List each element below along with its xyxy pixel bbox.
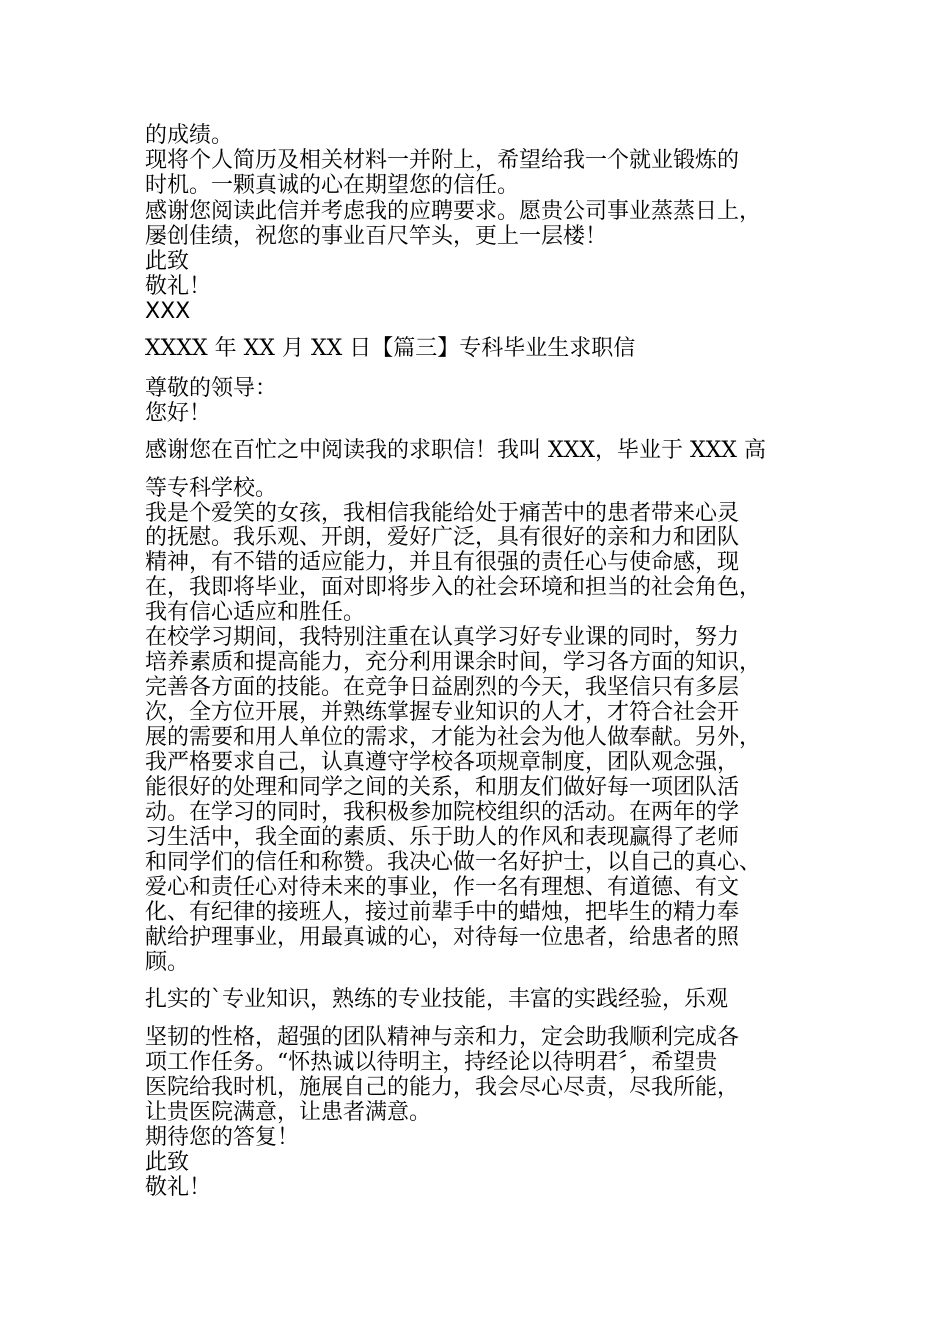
text-line: 和同学们的信任和称赞。我决心做一名好护士，以自己的真心、 xyxy=(145,850,762,875)
text-line: 顾。 xyxy=(145,950,190,975)
text-line: 敬礼！ xyxy=(145,274,212,299)
text-line: 现将个人简历及相关材料一并附上，希望给我一个就业锻炼的 xyxy=(145,148,740,173)
text-line: 爱心和责任心对待未来的事业，作一名有理想、有道德、有文 xyxy=(145,875,740,900)
text-line: 的成绩。 xyxy=(145,123,234,148)
text-line: 次，全方位开展，并熟练掌握专业知识的人才，才符合社会开 xyxy=(145,700,740,725)
text-line: 敬礼！ xyxy=(145,1175,212,1200)
text-line: 屡创佳绩，祝您的事业百尺竿头，更上一层楼！ xyxy=(145,224,608,249)
text-line: 坚韧的性格，超强的团队精神与亲和力，定会助我顺利完成各 xyxy=(145,1025,740,1050)
text-line: 感谢您阅读此信并考虑我的应聘要求。愿贵公司事业蒸蒸日上， xyxy=(145,199,762,224)
text-line: 化、有纪律的接班人，接过前辈手中的蜡烛，把毕生的精力奉 xyxy=(145,900,740,925)
text-line: 展的需要和用人单位的需求，才能为社会为他人做奉献。另外， xyxy=(145,725,762,750)
text-line: 扎实的`专业知识，熟练的专业技能，丰富的实践经验，乐观 xyxy=(145,987,729,1012)
text-line: 习生活中，我全面的素质、乐于助人的作风和表现赢得了老师 xyxy=(145,825,740,850)
text-line: 我严格要求自己，认真遵守学校各项规章制度，团队观念强， xyxy=(145,750,740,775)
text-line: 的抚慰。我乐观、开朗，爱好广泛，具有很好的亲和力和团队 xyxy=(145,525,740,550)
signature-name: XXX xyxy=(145,299,191,324)
text-line: 我是个爱笑的女孩，我相信我能给处于痛苦中的患者带来心灵 xyxy=(145,501,740,526)
text-line: 让贵医院满意，让患者满意。 xyxy=(145,1100,432,1125)
text-line: 能很好的处理和同学之间的关系，和朋友们做好每一项团队活 xyxy=(145,775,740,800)
text-line: 在校学习期间，我特别注重在认真学习好专业课的同时，努力 xyxy=(145,625,740,650)
text-line: 医院给我时机，施展自己的能力，我会尽心尽责，尽我所能， xyxy=(145,1075,740,1100)
text-line: 培养素质和提高能力，充分利用课余时间，学习各方面的知识， xyxy=(145,650,762,675)
text-line: 在，我即将毕业，面对即将步入的社会环境和担当的社会角色， xyxy=(145,575,762,600)
text-line: 动。在学习的同时，我积极参加院校组织的活动。在两年的学 xyxy=(145,800,740,825)
salutation: 尊敬的领导： xyxy=(145,376,278,401)
text-line: 此致 xyxy=(145,249,190,274)
text-line: 项工作任务。“怀热诚以待明主，持经论以待明君〞，希望贵 xyxy=(145,1050,718,1075)
text-line: 此致 xyxy=(145,1150,190,1175)
greeting: 您好！ xyxy=(145,401,212,426)
text-line: 我有信心适应和胜任。 xyxy=(145,600,366,625)
text-line: 献给护理事业，用最真诚的心，对待每一位患者，给患者的照 xyxy=(145,925,740,950)
text-line: 感谢您在百忙之中阅读我的求职信！我叫 XXX，毕业于 XXX 高 xyxy=(145,438,766,463)
text-line: 完善各方面的技能。在竞争日益剧烈的今天，我坚信只有多层 xyxy=(145,675,740,700)
section-heading: XXXX 年 XX 月 XX 日【篇三】专科毕业生求职信 xyxy=(145,336,636,361)
text-line: 等专科学校。 xyxy=(145,476,278,501)
text-line: 时机。一颗真诚的心在期望您的信任。 xyxy=(145,173,520,198)
text-line: 期待您的答复！ xyxy=(145,1125,300,1150)
text-line: 精神，有不错的适应能力，并且有很强的责任心与使命感，现 xyxy=(145,550,740,575)
